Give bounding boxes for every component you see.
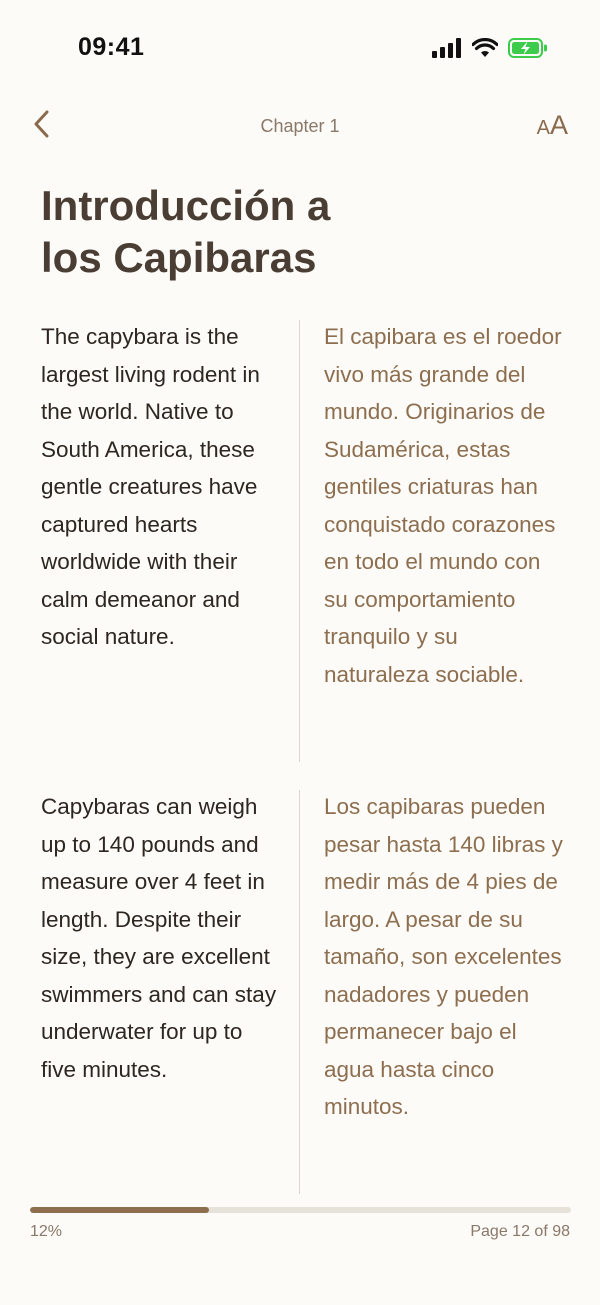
column-divider <box>299 320 300 762</box>
spanish-text: Los capibaras pueden pesar hasta 140 libras y medir más de 4 pies de largo. A pesar de su tamaño, son excelentes nadadores y pueden permanecer bajo el agua hasta cinco minutos. <box>324 794 563 1119</box>
status-bar <box>0 0 600 96</box>
english-text: The capybara is the largest living rodent in the world. Native to South America, these gentle creatures have captured hearts worldwide with their calm demeanor and social nature. <box>41 324 260 649</box>
paragraph-block-2 <box>41 788 569 1194</box>
status-time: 09:41 <box>78 33 145 61</box>
font-size-large-letter: A <box>549 110 568 140</box>
font-size-button[interactable] <box>537 110 568 141</box>
font-size-small-letter: A <box>536 117 550 139</box>
english-text: Capybaras can weigh up to 140 pounds and measure over 4 feet in length. Despite their size, they are excellent swimmers and can stay underwater for up to five minutes. <box>41 794 277 1082</box>
reading-progress-fill <box>30 1207 209 1213</box>
column-divider <box>299 790 300 1194</box>
page-title-line-2: los Capibaras <box>41 234 317 281</box>
reading-progress-bar[interactable] <box>30 1207 571 1213</box>
nav-bar <box>0 96 600 158</box>
wifi-icon <box>472 38 498 58</box>
progress-percent: 12% <box>30 1223 63 1240</box>
page-title-line-1: Introducción a <box>41 182 331 229</box>
battery-charging-icon <box>508 38 548 58</box>
page-title <box>41 180 561 284</box>
status-icons <box>432 38 548 58</box>
paragraph-block-1 <box>41 318 569 762</box>
chapter-title: Chapter 1 <box>260 116 340 136</box>
page-count: Page 12 of 98 <box>470 1223 570 1240</box>
spanish-text: El capibara es el roedor vivo más grande del mundo. Originarios de Sudamérica, estas gentiles criaturas han conquistado corazones en todo el mundo con su comportamiento tranquilo y su naturaleza sociable. <box>324 324 562 687</box>
cellular-signal-icon <box>432 38 462 58</box>
